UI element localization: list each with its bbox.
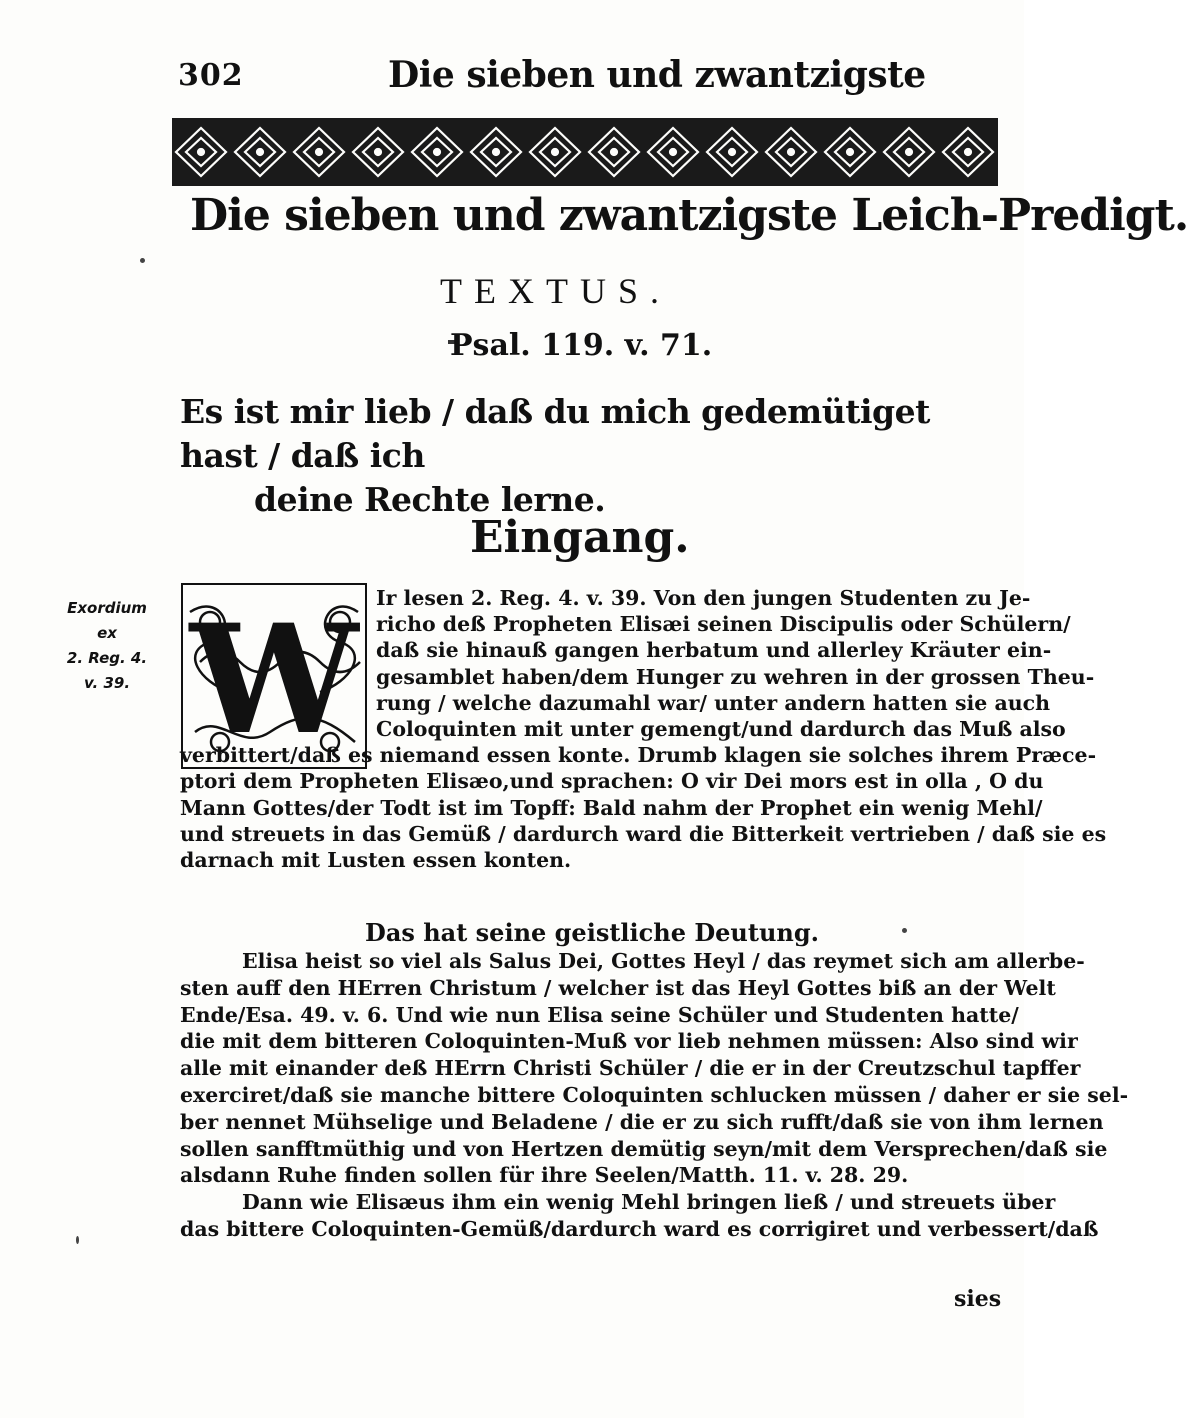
text-line: Coloquinten mit unter gemengt/und dardurch das Muß also (376, 717, 1066, 742)
paragraph-1 (180, 585, 1107, 873)
text-line: sten auff den HErren Christum / welcher ist das Heyl Gottes biß an der Welt (180, 975, 1056, 1000)
textus-label: TEXTUS. (440, 271, 671, 311)
text-line: alle mit einander deß HErrn Christi Schüler / die er in der Creutzschul tapffer (180, 1056, 1081, 1081)
ornament-dot (434, 149, 440, 155)
sermon-title: Die sieben und zwantzigste Leich-Predigt. (190, 190, 1188, 241)
ink-spot (902, 928, 907, 933)
text-line: darnach mit Lusten essen konten. (180, 848, 572, 873)
text-line: sollen sanfftmüthig und von Hertzen demütig seyn/mit dem Versprechen/daß sie (180, 1136, 1108, 1161)
psalm-reference: Psal. 119. v. 71. (450, 328, 713, 363)
text-line: Dann wie Elisæus ihm ein wenig Mehl bringen ließ / und streuets über (242, 1190, 1056, 1215)
text-line: ptori dem Propheten Elisæo,und sprachen: O vir Dei mors est in olla , O du (180, 769, 1044, 794)
scripture-verse (180, 390, 990, 522)
section-heading: Eingang. (470, 512, 690, 563)
catchword: sies (954, 1286, 1002, 1312)
text-line: rung / welche dazumahl war/ unter andern hatten sie auch (376, 690, 1051, 715)
ornament-dot (316, 149, 322, 155)
text-line: Ende/Esa. 49. v. 6. Und wie nun Elisa seine Schüler und Studenten hatte/ (180, 1002, 1019, 1027)
ink-spot (140, 258, 145, 263)
marginal-note-line: ex (97, 624, 117, 642)
page-number: 302 (178, 58, 244, 93)
paragraph-2 (180, 948, 1129, 1243)
ornament-dot (729, 149, 735, 155)
text-line: Elisa heist so viel als Salus Dei, Gottes Heyl / das reymet sich am allerbe- (242, 949, 1085, 973)
ornamental-border (172, 118, 998, 186)
marginal-note-line: v. 39. (83, 674, 131, 692)
ornament-dot (257, 149, 263, 155)
initial-letter: W (189, 592, 359, 768)
ink-spot (76, 1236, 79, 1244)
marginal-note (52, 596, 162, 696)
ornament-dot (906, 149, 912, 155)
text-line: verbittert/daß es niemand essen konte. Drumb klagen sie solches ihrem Præce- (180, 743, 1097, 768)
text-line: daß sie hinauß gangen herbatum und allerley Kräuter ein- (376, 638, 1052, 663)
text-line: die mit dem bitteren Coloquinten-Muß vor lieb nehmen müssen: Also sind wir (180, 1029, 1078, 1054)
ornament-dot (788, 149, 794, 155)
ornament-dot (493, 149, 499, 155)
text-line: richo deß Propheten Elisæi seinen Discipulis oder Schülern/ (376, 612, 1071, 637)
verse-line-1: Es ist mir lieb / daß du mich gedemütiget hast / daß ich (180, 392, 930, 475)
text-line: exerciret/daß sie manche bittere Coloquinten schlucken müssen / daher er sie sel- (180, 1082, 1129, 1107)
ornament-dot (552, 149, 558, 155)
marginal-note-line: Exordium (67, 599, 147, 617)
text-line: gesamblet haben/dem Hunger zu wehren in der grossen Theu- (376, 664, 1095, 689)
ornament-dot (375, 149, 381, 155)
ornament-dot (965, 149, 971, 155)
ornament-dot (611, 149, 617, 155)
text-line: das bittere Coloquinten-Gemüß/dardurch ward es corrigiret und verbessert/daß (180, 1216, 1099, 1241)
text-line: Mann Gottes/der Todt ist im Topff: Bald nahm der Prophet ein wenig Mehl/ (180, 795, 1043, 820)
running-head: Die sieben und zwantzigste (388, 54, 926, 96)
text-line: ber nennet Mühselige und Beladene / die er zu sich rufft/daß sie von ihm lernen (180, 1109, 1104, 1134)
ornament-dot (847, 149, 853, 155)
page-header (178, 52, 998, 102)
marginal-note-line: 2. Reg. 4. (66, 649, 148, 667)
text-line: alsdann Ruhe finden sollen für ihre Seelen/Matth. 11. v. 28. 29. (180, 1163, 909, 1188)
sub-heading: Das hat seine geistliche Deutung. (365, 918, 819, 947)
text-line: Ir lesen 2. Reg. 4. v. 39. Von den jungen Studenten zu Je- (376, 586, 1031, 610)
verse-line-2: deine Rechte lerne. (254, 480, 606, 519)
ornament-dot (670, 149, 676, 155)
text-line: und streuets in das Gemüß / dardurch ward die Bitterkeit vertrieben / daß sie es (180, 821, 1107, 846)
ornament-dot (198, 149, 204, 155)
